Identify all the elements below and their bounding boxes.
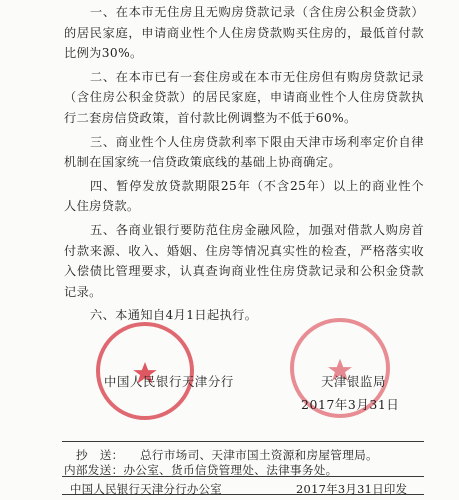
- clause-6: 六、本通知自4月1日起执行。: [90, 308, 258, 323]
- cc-recipients: 总行市场司、天津市国土资源和房屋管理局。: [140, 448, 378, 462]
- footer-issuer: 中国人民银行天津分行办公室: [70, 482, 222, 496]
- divider-middle: [62, 476, 424, 477]
- notice-body: [64, 2, 424, 329]
- cc-label: 抄 送：: [76, 448, 124, 462]
- divider-bottom: [62, 494, 424, 495]
- internal-recipients: 内部发送：办公室、货币信贷管理处、法律事务处。: [64, 463, 338, 477]
- divider-top: [62, 441, 424, 442]
- signature-pboc: 中国人民银行天津分行: [104, 374, 234, 389]
- seal-star-icon: [100, 326, 190, 416]
- signature-cbrc: 天津银监局: [321, 374, 386, 389]
- clause-4: 四、暂停发放贷款期限25年（不含25年）以上的商业性个人住房贷款。: [64, 178, 424, 214]
- clause-1: 一、在本市无住房且无购房贷款记录（含住房公积金贷款）的居民家庭，申请商业性个人住房贷款购买住房的，最低首付款比例为30%。: [64, 5, 424, 61]
- footer-issue-date: 2017年3月31日印发: [296, 482, 408, 496]
- clause-5: 五、各商业银行要防范住房金融风险，加强对借款人购房首付款来源、收入、婚姻、住房等情况真实性的检查，严格落实收入偿债比管理要求，认真查询商业性住房贷款记录和公积金贷款记录。: [64, 222, 424, 299]
- clause-2: 二、在本市已有一套住房或在本市无住房但有购房贷款记录（含住房公积金贷款）的居民家庭，申请商业性个人住房贷款执行二套房信贷政策，首付款比例调整为不低于60%。: [64, 69, 424, 125]
- signature-date: 2017年3月31日: [301, 397, 400, 412]
- clause-3: 三、商业性个人住房贷款利率下限由天津市场利率定价自律机制在国家统一信贷政策底线的基础上协商确定。: [64, 134, 424, 170]
- pboc-seal: [96, 322, 194, 420]
